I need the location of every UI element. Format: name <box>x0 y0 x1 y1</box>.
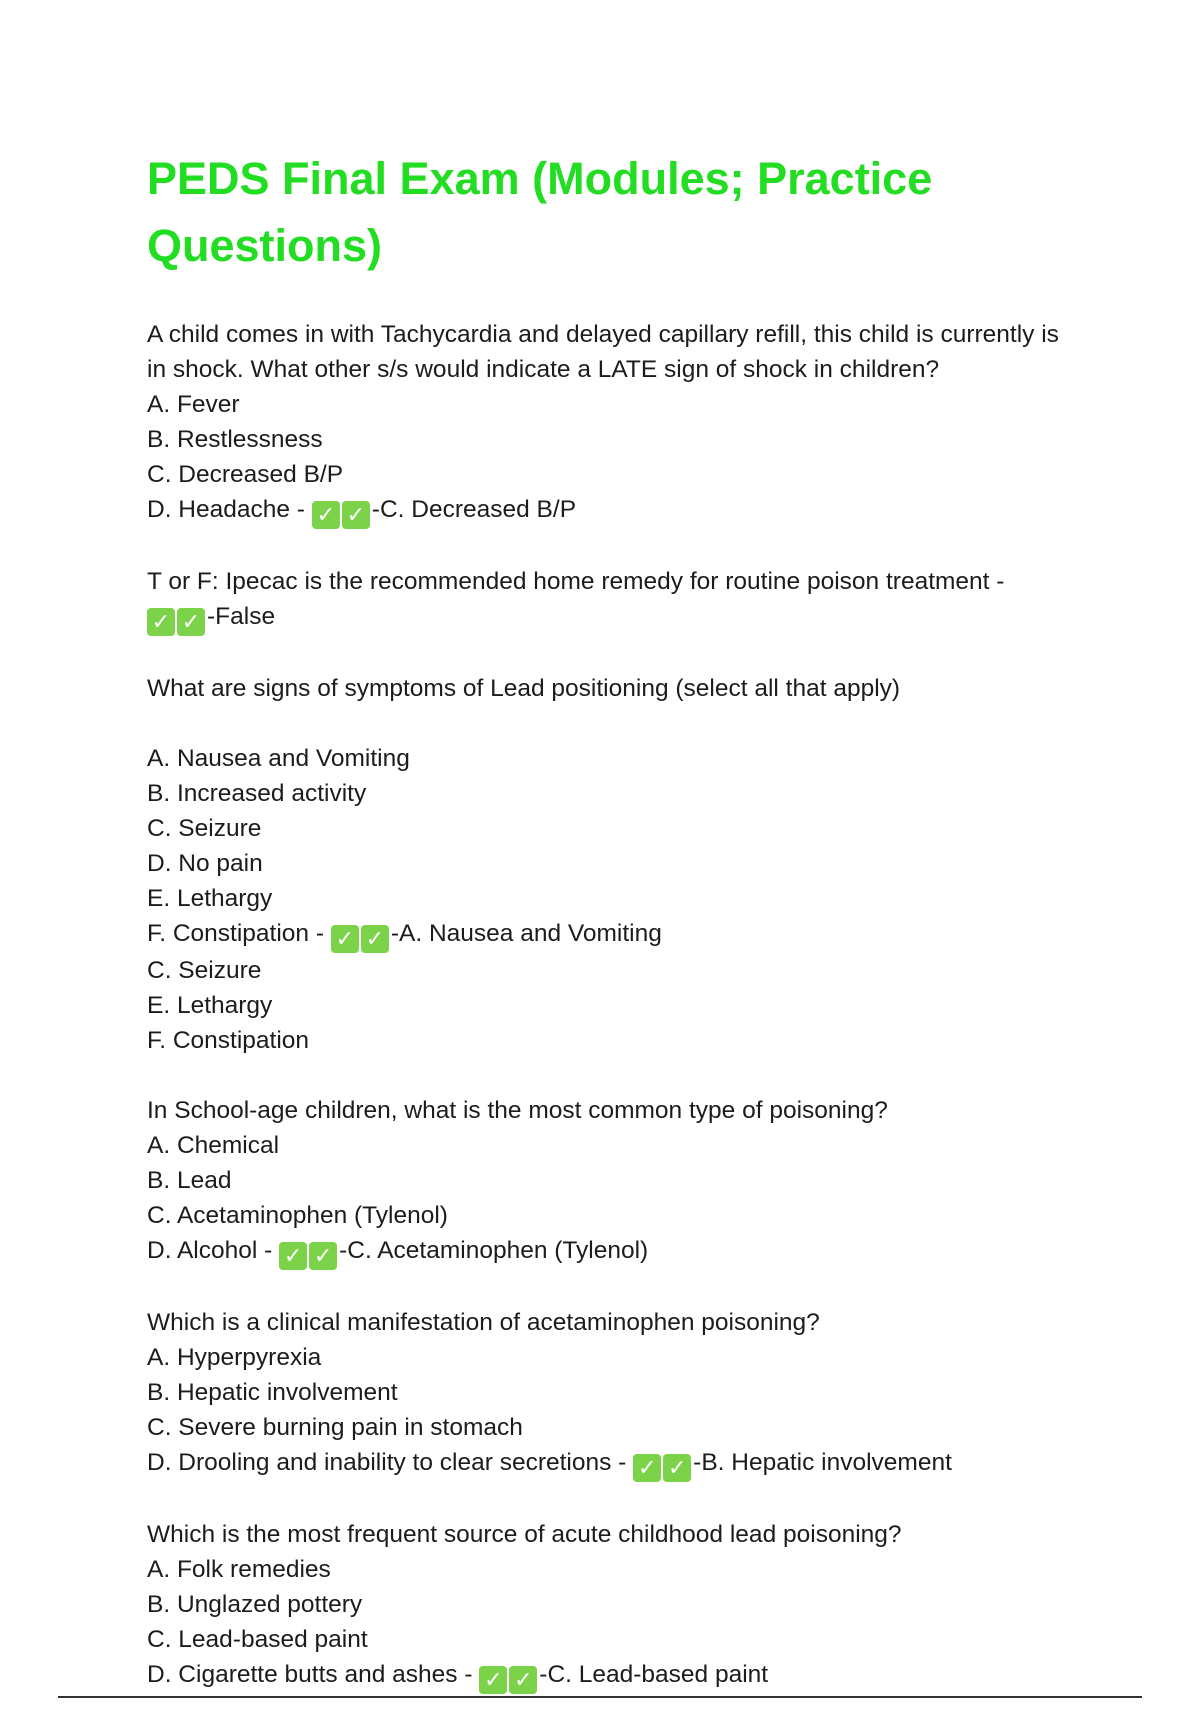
question-text: Which is a clinical manifestation of acetaminophen poisoning? <box>147 1309 820 1336</box>
correct-answer: -False <box>207 603 276 630</box>
question-text: What are signs of symptoms of Lead positioning (select all that apply) <box>147 675 901 702</box>
answer-option-with-answer <box>147 1657 1077 1694</box>
document-page <box>147 145 1077 1729</box>
question-text: T or F: Ipecac is the recommended home remedy for routine poison treatment - <box>147 568 1005 595</box>
answer-option-with-answer <box>147 492 1077 529</box>
question-text: A child comes in with Tachycardia and delayed capillary refill, this child is currently is in shock. What other s/s would indicate a LATE sign of shock in children? <box>147 321 1059 383</box>
answer-option: A. Nausea and Vomiting <box>147 745 410 772</box>
check-mark-icon: ✓ <box>633 1454 661 1482</box>
check-mark-pair <box>279 1233 339 1270</box>
check-mark-icon: ✓ <box>361 925 389 953</box>
answer-option: A. Hyperpyrexia <box>147 1344 322 1371</box>
question-block <box>147 1093 1077 1270</box>
correct-answer: -A. Nausea and Vomiting <box>390 920 662 947</box>
check-mark-icon: ✓ <box>309 1242 337 1270</box>
correct-answer-extra: C. Seizure <box>147 957 262 984</box>
question-block <box>147 671 1077 1058</box>
correct-answer-extra: F. Constipation <box>147 1027 310 1054</box>
answer-option: C. Severe burning pain in stomach <box>147 1414 523 1441</box>
check-mark-pair <box>633 1445 693 1482</box>
answer-option: F. Constipation - <box>147 920 325 947</box>
answer-option-with-answer <box>147 916 1077 953</box>
check-mark-pair <box>147 599 207 636</box>
answer-option: D. Cigarette butts and ashes - <box>147 1661 473 1688</box>
answer-option-with-answer <box>147 1445 1077 1482</box>
check-mark-icon: ✓ <box>312 501 340 529</box>
answer-option: E. Lethargy <box>147 885 273 912</box>
answer-option: D. Headache - <box>147 496 305 523</box>
answer-option: B. Hepatic involvement <box>147 1379 398 1406</box>
correct-answer: -C. Decreased B/P <box>371 496 577 523</box>
answer-line <box>147 599 1077 636</box>
page-bottom-divider <box>58 1696 1142 1698</box>
check-mark-icon: ✓ <box>479 1666 507 1694</box>
question-block <box>147 317 1077 529</box>
answer-option: B. Increased activity <box>147 780 367 807</box>
answer-option: D. No pain <box>147 850 263 877</box>
check-mark-icon: ✓ <box>509 1666 537 1694</box>
answer-option: D. Drooling and inability to clear secretions - <box>147 1449 627 1476</box>
answer-option: D. Alcohol - <box>147 1237 273 1264</box>
correct-answer: -B. Hepatic involvement <box>693 1449 952 1476</box>
check-mark-pair <box>331 916 391 953</box>
question-text: In School-age children, what is the most common type of poisoning? <box>147 1097 888 1124</box>
question-block <box>147 1517 1077 1694</box>
answer-option: A. Folk remedies <box>147 1556 331 1583</box>
question-text: Which is the most frequent source of acute childhood lead poisoning? <box>147 1521 902 1548</box>
answer-option: C. Lead-based paint <box>147 1626 368 1653</box>
question-block <box>147 1305 1077 1482</box>
question-block <box>147 564 1077 636</box>
check-mark-icon: ✓ <box>342 501 370 529</box>
check-mark-icon: ✓ <box>177 608 205 636</box>
check-mark-icon: ✓ <box>147 608 175 636</box>
check-mark-pair <box>312 492 372 529</box>
answer-option: C. Decreased B/P <box>147 461 344 488</box>
answer-option: C. Acetaminophen (Tylenol) <box>147 1202 448 1229</box>
answer-option: A. Chemical <box>147 1132 280 1159</box>
check-mark-pair <box>479 1657 539 1694</box>
check-mark-icon: ✓ <box>279 1242 307 1270</box>
correct-answer: -C. Acetaminophen (Tylenol) <box>339 1237 649 1264</box>
answer-option: C. Seizure <box>147 815 262 842</box>
correct-answer-extra: E. Lethargy <box>147 992 273 1019</box>
check-mark-icon: ✓ <box>663 1454 691 1482</box>
check-mark-icon: ✓ <box>331 925 359 953</box>
correct-answer: -C. Lead-based paint <box>539 1661 769 1688</box>
answer-option: B. Restlessness <box>147 426 323 453</box>
document-title: PEDS Final Exam (Modules; Practice Questions) <box>147 153 933 271</box>
answer-option: A. Fever <box>147 391 240 418</box>
answer-option-with-answer <box>147 1233 1077 1270</box>
answer-option: B. Lead <box>147 1167 232 1194</box>
answer-option: B. Unglazed pottery <box>147 1591 363 1618</box>
